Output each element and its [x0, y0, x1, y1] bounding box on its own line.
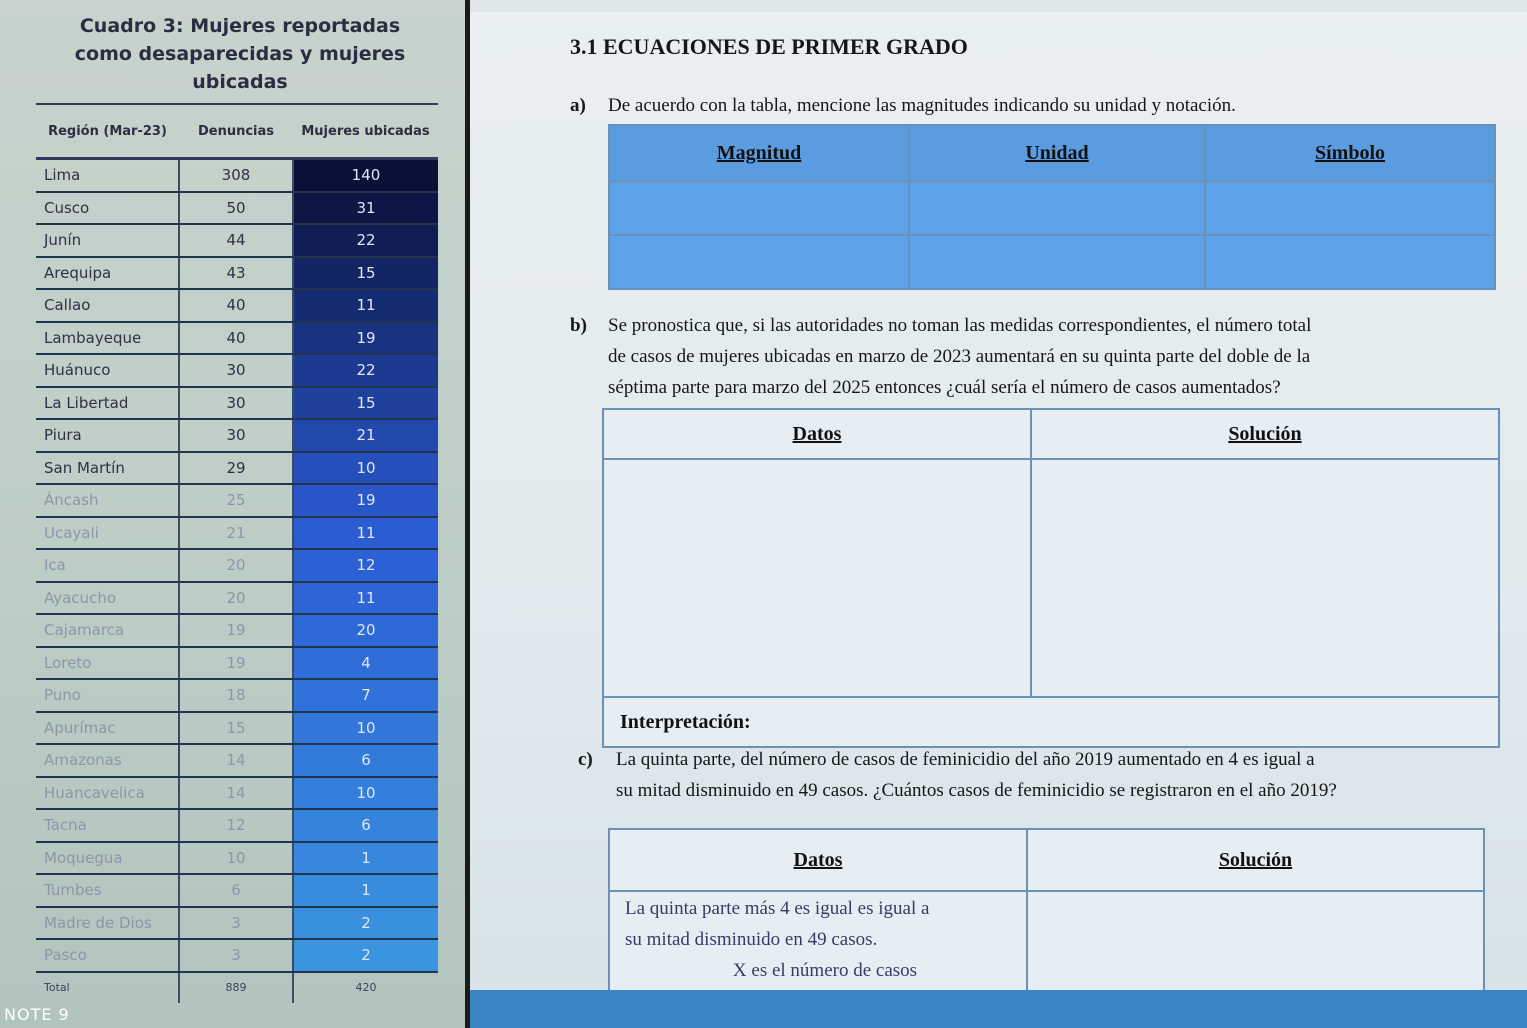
ubicadas-cell: 21 — [293, 419, 438, 452]
ubicadas-cell: 11 — [293, 289, 438, 322]
datos-solucion-table-b — [602, 408, 1500, 748]
table-row — [36, 484, 438, 517]
table-row — [609, 235, 1495, 289]
col-header-denuncias: Denuncias — [179, 104, 293, 159]
ubicadas-cell: 15 — [293, 257, 438, 290]
col-header-datos: Datos — [609, 829, 1027, 891]
missing-women-table — [36, 103, 438, 1003]
col-header-unidad: Unidad — [909, 125, 1205, 181]
denuncias-cell: 44 — [179, 224, 293, 257]
magnitudes-table — [608, 124, 1496, 290]
denuncias-cell: 43 — [179, 257, 293, 290]
bottom-bar — [470, 990, 1527, 1028]
denuncias-cell: 14 — [179, 744, 293, 777]
ubicadas-cell: 4 — [293, 647, 438, 680]
region-cell: Huancavelica — [36, 777, 179, 810]
col-header-ubicadas: Mujeres ubicadas — [293, 104, 438, 159]
region-cell: Áncash — [36, 484, 179, 517]
region-cell: Arequipa — [36, 257, 179, 290]
answer-cell[interactable] — [909, 181, 1205, 235]
denuncias-cell: 12 — [179, 809, 293, 842]
region-cell: Ica — [36, 549, 179, 582]
denuncias-cell: 19 — [179, 614, 293, 647]
denuncias-cell: 15 — [179, 712, 293, 745]
table-row — [36, 549, 438, 582]
col-header-solucion: Solución — [1027, 829, 1484, 891]
table-row — [36, 452, 438, 485]
question-text: Se pronostica que, si las autoridades no toman las medidas correspondientes, el número total — [608, 315, 1312, 336]
col-header-magnitud: Magnitud — [609, 125, 909, 181]
table-row — [36, 192, 438, 225]
denuncias-cell: 19 — [179, 647, 293, 680]
table-row — [36, 387, 438, 420]
ubicadas-cell: 1 — [293, 842, 438, 875]
question-a — [570, 90, 1236, 121]
denuncias-cell: 18 — [179, 679, 293, 712]
datos-line: La quinta parte más 4 es igual es igual a — [625, 898, 930, 919]
region-cell: Ucayali — [36, 517, 179, 550]
denuncias-cell: 40 — [179, 322, 293, 355]
answer-cell[interactable] — [609, 181, 909, 235]
table-row — [36, 647, 438, 680]
ubicadas-cell: 19 — [293, 484, 438, 517]
denuncias-cell: 3 — [179, 939, 293, 972]
answer-cell[interactable] — [1205, 235, 1495, 289]
question-label: b) — [570, 315, 587, 336]
region-cell: San Martín — [36, 452, 179, 485]
ubicadas-cell: 10 — [293, 452, 438, 485]
datos-line: su mitad disminuido en 49 casos. — [625, 929, 878, 950]
denuncias-cell: 10 — [179, 842, 293, 875]
denuncias-cell: 25 — [179, 484, 293, 517]
region-cell: Tumbes — [36, 874, 179, 907]
table-row — [36, 159, 438, 192]
question-label: a) — [570, 95, 586, 116]
region-cell: Tacna — [36, 809, 179, 842]
ubicadas-cell: 11 — [293, 582, 438, 615]
table-row — [36, 419, 438, 452]
region-cell: Lima — [36, 159, 179, 192]
interpretation-field[interactable]: Interpretación: — [603, 697, 1499, 747]
table-row — [36, 842, 438, 875]
denuncias-cell: 6 — [179, 874, 293, 907]
title-line: como desaparecidas y mujeres — [74, 43, 406, 65]
title-line: ubicadas — [192, 71, 288, 93]
region-cell: Cajamarca — [36, 614, 179, 647]
worksheet-panel — [470, 0, 1527, 1028]
table-row — [36, 939, 438, 972]
denuncias-cell: 30 — [179, 419, 293, 452]
region-cell: Ayacucho — [36, 582, 179, 615]
question-c — [578, 744, 1337, 806]
denuncias-cell: 30 — [179, 387, 293, 420]
table-row — [36, 354, 438, 387]
region-cell: Moquegua — [36, 842, 179, 875]
denuncias-cell: 308 — [179, 159, 293, 192]
denuncias-cell: 3 — [179, 907, 293, 940]
table-row — [36, 874, 438, 907]
table-row — [36, 777, 438, 810]
ubicadas-cell: 140 — [293, 159, 438, 192]
table-row — [609, 181, 1495, 235]
denuncias-cell: 14 — [179, 777, 293, 810]
denuncias-cell: 29 — [179, 452, 293, 485]
region-cell: Madre de Dios — [36, 907, 179, 940]
region-cell: Amazonas — [36, 744, 179, 777]
question-text: su mitad disminuido en 49 casos. ¿Cuántos casos de feminicidio se registraron en el año 2019? — [616, 780, 1337, 801]
ubicadas-cell: 15 — [293, 387, 438, 420]
region-cell: Junín — [36, 224, 179, 257]
title-line: Cuadro 3: Mujeres reportadas — [79, 15, 401, 37]
region-cell: Huánuco — [36, 354, 179, 387]
note-label: NOTE 9 — [4, 1005, 70, 1024]
ubicadas-cell: 7 — [293, 679, 438, 712]
denuncias-cell: 20 — [179, 549, 293, 582]
total-row — [36, 972, 438, 1004]
region-cell: Loreto — [36, 647, 179, 680]
table-row — [36, 289, 438, 322]
question-text: de casos de mujeres ubicadas en marzo de 2023 aumentará en su quinta parte del doble de la — [608, 346, 1311, 367]
denuncias-cell: 30 — [179, 354, 293, 387]
region-cell: Pasco — [36, 939, 179, 972]
table-image-panel — [0, 0, 465, 1028]
table-row — [36, 322, 438, 355]
datos-solucion-table-c — [608, 828, 1485, 1000]
answer-cell[interactable] — [609, 235, 909, 289]
table-row — [36, 224, 438, 257]
ubicadas-cell: 22 — [293, 224, 438, 257]
region-cell: Callao — [36, 289, 179, 322]
ubicadas-cell: 31 — [293, 192, 438, 225]
answer-cell[interactable] — [1205, 181, 1495, 235]
col-header-region: Región (Mar-23) — [36, 104, 179, 159]
ubicadas-cell: 10 — [293, 777, 438, 810]
denuncias-cell: 50 — [179, 192, 293, 225]
table-row — [36, 517, 438, 550]
ubicadas-cell: 6 — [293, 744, 438, 777]
solucion-answer-area[interactable] — [1031, 459, 1499, 697]
ubicadas-cell: 11 — [293, 517, 438, 550]
question-label: c) — [578, 749, 593, 770]
table-title — [40, 12, 440, 96]
table-row — [36, 679, 438, 712]
col-header-simbolo: Símbolo — [1205, 125, 1495, 181]
ubicadas-cell: 1 — [293, 874, 438, 907]
solucion-answer-area[interactable] — [1027, 891, 1484, 999]
total-ubicadas: 420 — [293, 972, 438, 1004]
denuncias-cell: 20 — [179, 582, 293, 615]
region-cell: Lambayeque — [36, 322, 179, 355]
total-label: Total — [44, 981, 70, 995]
ubicadas-cell: 2 — [293, 907, 438, 940]
question-text: séptima parte para marzo del 2025 entonces ¿cuál sería el número de casos aumentados? — [608, 377, 1281, 398]
datos-answer-area[interactable] — [603, 459, 1031, 697]
col-header-solucion: Solución — [1031, 409, 1499, 459]
table-row — [36, 744, 438, 777]
question-text: De acuerdo con la tabla, mencione las magnitudes indicando su unidad y notación. — [608, 95, 1236, 116]
denuncias-cell: 21 — [179, 517, 293, 550]
ubicadas-cell: 19 — [293, 322, 438, 355]
ubicadas-cell: 22 — [293, 354, 438, 387]
region-cell: La Libertad — [36, 387, 179, 420]
table-row — [36, 712, 438, 745]
denuncias-cell: 40 — [179, 289, 293, 322]
top-bar — [470, 0, 1527, 12]
region-cell: Piura — [36, 419, 179, 452]
question-text: La quinta parte, del número de casos de feminicidio del año 2019 aumentado en 4 es igual a — [616, 749, 1315, 770]
ubicadas-cell: 10 — [293, 712, 438, 745]
datos-line: X es el número de casos — [732, 960, 918, 981]
table-row — [36, 907, 438, 940]
table-row — [36, 257, 438, 290]
ubicadas-cell: 12 — [293, 549, 438, 582]
table-row — [36, 614, 438, 647]
region-cell: Apurímac — [36, 712, 179, 745]
table-row — [36, 809, 438, 842]
region-cell: Puno — [36, 679, 179, 712]
answer-cell[interactable] — [909, 235, 1205, 289]
section-heading: 3.1 ECUACIONES DE PRIMER GRADO — [570, 34, 968, 59]
ubicadas-cell: 2 — [293, 939, 438, 972]
total-denuncias: 889 — [179, 972, 293, 1004]
ubicadas-cell: 6 — [293, 809, 438, 842]
region-cell: Cusco — [36, 192, 179, 225]
datos-answer-area[interactable] — [609, 891, 1027, 999]
ubicadas-cell: 20 — [293, 614, 438, 647]
table-row — [36, 582, 438, 615]
col-header-datos: Datos — [603, 409, 1031, 459]
question-b — [570, 310, 1311, 403]
